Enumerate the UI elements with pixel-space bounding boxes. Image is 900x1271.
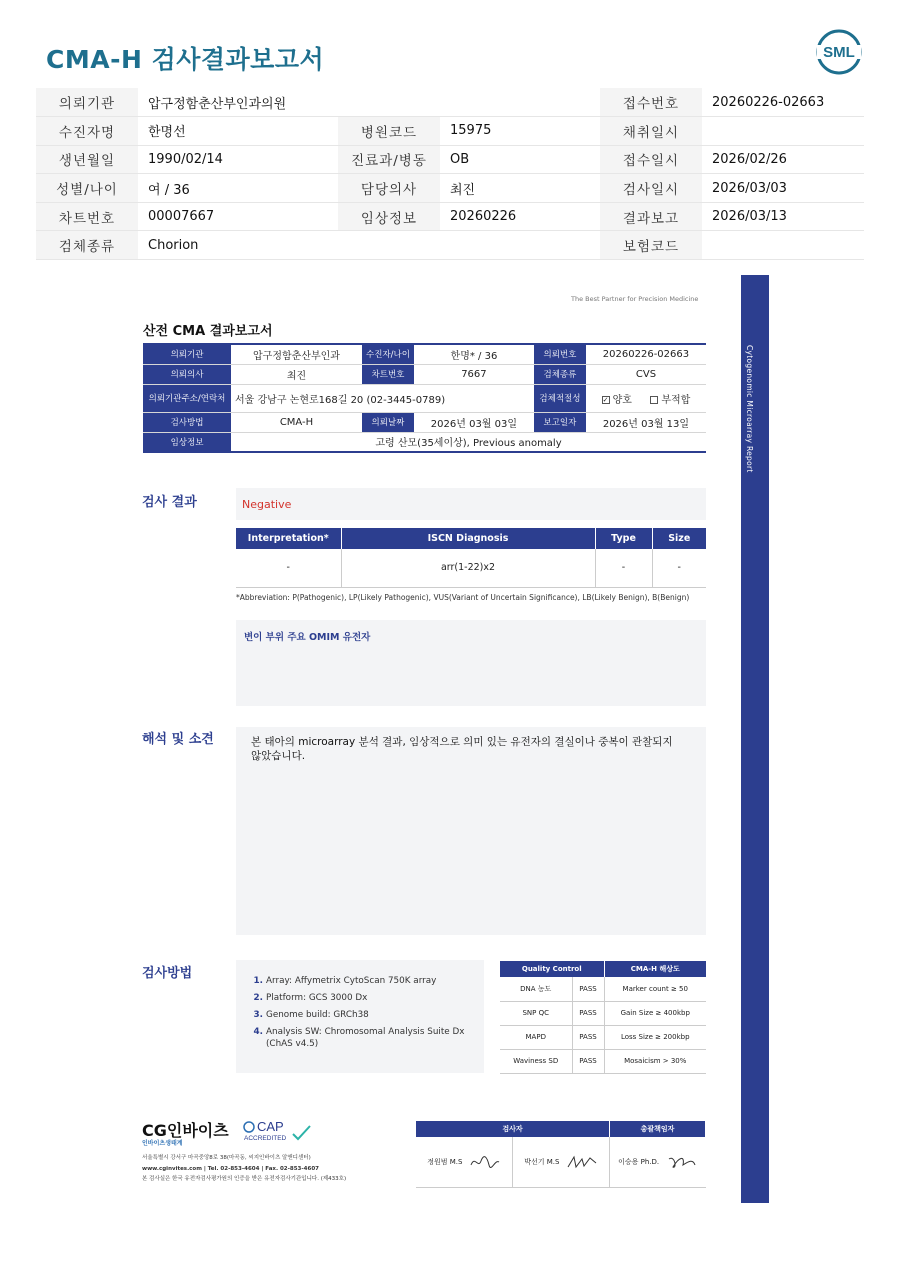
cap-accredited-logo (243, 1118, 313, 1142)
header-value: 00007667 (138, 202, 338, 231)
info-value: 서울 강남구 논현로168길 20 (02-3445-0789) (231, 384, 534, 412)
header-label: 생년월일 (36, 145, 138, 174)
header-label: 보험코드 (600, 231, 702, 260)
company-sub: 인바이츠생태계 (142, 1140, 183, 1147)
table-row (36, 202, 864, 231)
info-value: CVS (586, 364, 706, 384)
header-label: 결과보고 (600, 202, 702, 231)
company-logo: CG인바이츠 (142, 1121, 229, 1140)
header-label: 검사일시 (600, 174, 702, 203)
info-value: 7667 (414, 364, 534, 384)
header-value (440, 231, 600, 260)
qc-cell: DNA 농도 (500, 977, 572, 1001)
header-value: 20260226-02663 (702, 88, 864, 117)
list-item: 4. Analysis SW: Chromosomal Analysis Suite Dx (ChAS v4.5) (266, 1026, 476, 1050)
info-label: 검체적절성 (534, 384, 586, 412)
interp-text: 본 태아의 microarray 분석 결과, 임상적으로 의미 있는 유전자의 결실이나 중복이 관찰되지 않았습니다. (251, 736, 673, 762)
qc-cell: SNP QC (500, 1001, 572, 1025)
method-section-title: 검사방법 (142, 966, 193, 981)
info-value: CMA-H (231, 412, 362, 432)
header-value: Chorion (138, 231, 338, 260)
info-label: 차트번호 (362, 364, 414, 384)
header-label (338, 88, 440, 117)
signer-cell (512, 1137, 609, 1187)
info-label: 의뢰기관주소/연락처 (143, 384, 231, 412)
header-label: 병원코드 (338, 117, 440, 146)
header-label: 임상정보 (338, 202, 440, 231)
header-value: 최진 (440, 174, 600, 203)
qc-cell: Loss Size ≥ 200kbp (604, 1025, 706, 1049)
qc-cell: MAPD (500, 1025, 572, 1049)
abbreviation-note: *Abbreviation: P(Pathogenic), LP(Likely Pathogenic), VUS(Variant of Uncertain Significance), LB(Likely Benign), B(Benign) (236, 593, 690, 602)
signer-cell (416, 1137, 512, 1187)
qc-cell: PASS (572, 1025, 604, 1049)
qc-cell: PASS (572, 1001, 604, 1025)
method-box (236, 960, 484, 1073)
header-value: 2026/03/03 (702, 174, 864, 203)
signature-icon (665, 1153, 697, 1171)
sign-header: 총괄책임자 (610, 1121, 706, 1137)
result-table (236, 528, 706, 588)
patient-info-table (143, 343, 706, 453)
cap-text: CAP (257, 1119, 284, 1134)
signature-table (416, 1121, 706, 1188)
qc-cell: PASS (572, 977, 604, 1001)
header-value: 여 / 36 (138, 174, 338, 203)
info-label: 의뢰의사 (143, 364, 231, 384)
info-value: 고령 산모(35세이상), Previous anomaly (231, 432, 706, 452)
header-label: 차트번호 (36, 202, 138, 231)
result-col-header: Type (595, 528, 652, 549)
unsuitable-label: 부적합 (661, 394, 691, 406)
result-section-title: 검사 결과 (142, 495, 197, 510)
qc-cell: Gain Size ≥ 400kbp (604, 1001, 706, 1025)
cap-sub: ACCREDITED (244, 1135, 287, 1142)
header-value: 2026/03/13 (702, 202, 864, 231)
qc-cell: Waviness SD (500, 1049, 572, 1073)
header-value (440, 88, 600, 117)
tagline: The Best Partner for Precision Medicine (571, 295, 699, 303)
list-item: 2. Platform: GCS 3000 Dx (266, 992, 476, 1004)
header-label: 검체종류 (36, 231, 138, 260)
header-label: 성별/나이 (36, 174, 138, 203)
result-cell: - (595, 549, 652, 587)
result-col-header: Interpretation* (236, 528, 341, 549)
header-value: 15975 (440, 117, 600, 146)
sml-logo-text: SML (823, 44, 855, 61)
table-row (500, 1001, 706, 1025)
table-row (36, 145, 864, 174)
table-row (500, 1049, 706, 1073)
info-value: 20260226-02663 (586, 344, 706, 364)
report-title: CMA-H 검사결과보고서 (46, 45, 325, 74)
sml-logo (815, 28, 863, 76)
header-value: 압구정함춘산부인과의원 (138, 88, 338, 117)
info-label: 검체종류 (534, 364, 586, 384)
header-value: OB (440, 145, 600, 174)
table-row (236, 549, 706, 587)
signature-icon (469, 1153, 501, 1171)
signer-name: 이승용 Ph.D. (618, 1157, 660, 1166)
info-value: 2026년 03월 13일 (586, 412, 706, 432)
header-label: 채취일시 (600, 117, 702, 146)
result-value: Negative (242, 498, 292, 511)
result-cell: arr(1-22)x2 (341, 549, 595, 587)
qc-table (500, 961, 706, 1074)
address-line: 본 검사실은 한국 유전자검사평가원의 인증을 받은 유전자검사기관입니다. (제433호) (142, 1176, 347, 1182)
header-label: 담당의사 (338, 174, 440, 203)
info-label: 검사방법 (143, 412, 231, 432)
header-value: 1990/02/14 (138, 145, 338, 174)
company-address (142, 1153, 346, 1185)
signature-icon (566, 1153, 598, 1171)
signer-cell (610, 1137, 706, 1187)
result-cell: - (236, 549, 341, 587)
table-row (500, 1025, 706, 1049)
table-row (36, 231, 864, 260)
header-value: 한명선 (138, 117, 338, 146)
info-label: 의뢰번호 (534, 344, 586, 364)
header-label (338, 231, 440, 260)
info-value: 최진 (231, 364, 362, 384)
report-sidebar (741, 275, 769, 1203)
header-label: 수진자명 (36, 117, 138, 146)
omim-box (236, 620, 706, 706)
address-line: 서울특별시 강서구 마곡중앙8로 38(마곡동, 씨지인바이츠 알앤디센터) (142, 1155, 311, 1161)
list-item: 3. Genome build: GRCh38 (266, 1009, 476, 1021)
result-col-header: Size (652, 528, 706, 549)
sign-header: 검사자 (416, 1121, 610, 1137)
omim-label: 변이 부위 주요 OMIM 유전자 (244, 632, 371, 643)
header-label: 의뢰기관 (36, 88, 138, 117)
method-list (254, 975, 476, 1055)
info-value: 2026년 03월 03일 (414, 412, 534, 432)
header-value: 2026/02/26 (702, 145, 864, 174)
interp-section-title: 해석 및 소견 (142, 732, 214, 747)
table-row (500, 977, 706, 1001)
header-label: 진료과/병동 (338, 145, 440, 174)
header-value: 20260226 (440, 202, 600, 231)
suitability-options (586, 384, 706, 412)
qc-header: CMA-H 해상도 (604, 961, 706, 977)
qc-cell: Mosaicism > 30% (604, 1049, 706, 1073)
info-label: 보고일자 (534, 412, 586, 432)
info-label: 수진자/나이 (362, 344, 414, 364)
header-info-table (36, 88, 864, 260)
qc-cell: PASS (572, 1049, 604, 1073)
address-line: www.cginvites.com | Tel. 02-853-4604 | Fax. 02-853-4607 (142, 1165, 319, 1172)
table-row (36, 88, 864, 117)
qc-header: Quality Control (500, 961, 604, 977)
sub-report-title: 산전 CMA 결과보고서 (143, 324, 273, 339)
info-label: 임상정보 (143, 432, 231, 452)
qc-cell: Marker count ≥ 50 (604, 977, 706, 1001)
result-col-header: ISCN Diagnosis (341, 528, 595, 549)
suitable-label: 양호 (612, 394, 632, 406)
header-label: 접수번호 (600, 88, 702, 117)
header-label: 접수일시 (600, 145, 702, 174)
info-value: 한명* / 36 (414, 344, 534, 364)
info-value: 압구정함춘산부인과 (231, 344, 362, 364)
info-label: 의뢰날짜 (362, 412, 414, 432)
checkbox-empty-icon (650, 396, 658, 404)
result-box (236, 488, 706, 520)
table-row (36, 117, 864, 146)
signer-name: 정원범 M.S (427, 1157, 463, 1166)
header-value (702, 117, 864, 146)
interp-box (236, 727, 706, 935)
checkbox-checked-icon: ✓ (602, 395, 609, 404)
signer-name: 박선기 M.S (524, 1157, 560, 1166)
result-cell: - (652, 549, 706, 587)
sidebar-text: Cytogenomic Microarray Report (745, 345, 754, 473)
table-row (36, 174, 864, 203)
info-label: 의뢰기관 (143, 344, 231, 364)
list-item: 1. Array: Affymetrix CytoScan 750K array (266, 975, 476, 987)
header-value (702, 231, 864, 260)
